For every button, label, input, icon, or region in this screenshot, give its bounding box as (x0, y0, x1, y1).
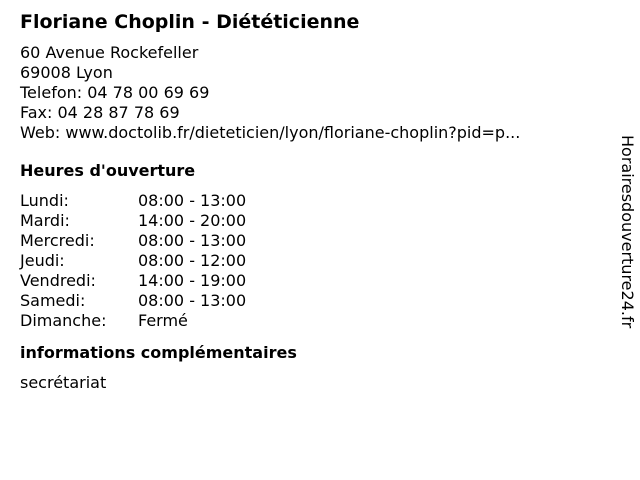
business-title: Floriane Choplin - Diététicienne (20, 11, 360, 33)
day-label: Mardi: (20, 211, 70, 230)
business-card (20, 9, 600, 393)
address-city: 69008 Lyon (20, 63, 113, 82)
address-street: 60 Avenue Rockefeller (20, 43, 199, 62)
contact-block (20, 43, 600, 143)
day-label: Jeudi: (20, 251, 65, 270)
day-label: Vendredi: (20, 271, 96, 290)
hours-row-thursday (20, 251, 600, 271)
day-hours: 14:00 - 20:00 (138, 211, 247, 230)
hours-row-friday (20, 271, 600, 291)
hours-row-sunday (20, 311, 600, 331)
day-hours: 08:00 - 12:00 (138, 251, 247, 270)
hours-heading: Heures d'ouverture (20, 161, 196, 180)
website-link[interactable]: Web: www.doctolib.fr/dieteticien/lyon/floriane-choplin?pid=p... (20, 123, 521, 142)
phone-number: Telefon: 04 78 00 69 69 (20, 83, 210, 102)
day-hours: 08:00 - 13:00 (138, 191, 247, 210)
day-hours: 08:00 - 13:00 (138, 231, 247, 250)
day-hours: 08:00 - 13:00 (138, 291, 247, 310)
info-heading: informations complémentaires (20, 343, 297, 362)
hours-row-saturday (20, 291, 600, 311)
day-hours: Fermé (138, 311, 188, 330)
day-label: Lundi: (20, 191, 69, 210)
site-watermark: Horairesdouverture24.fr (618, 135, 637, 329)
hours-table (20, 191, 600, 331)
day-label: Dimanche: (20, 311, 107, 330)
day-label: Mercredi: (20, 231, 95, 250)
hours-row-monday (20, 191, 600, 211)
day-label: Samedi: (20, 291, 86, 310)
hours-row-wednesday (20, 231, 600, 251)
fax-number: Fax: 04 28 87 78 69 (20, 103, 180, 122)
day-hours: 14:00 - 19:00 (138, 271, 247, 290)
info-text: secrétariat (20, 373, 107, 392)
hours-row-tuesday (20, 211, 600, 231)
